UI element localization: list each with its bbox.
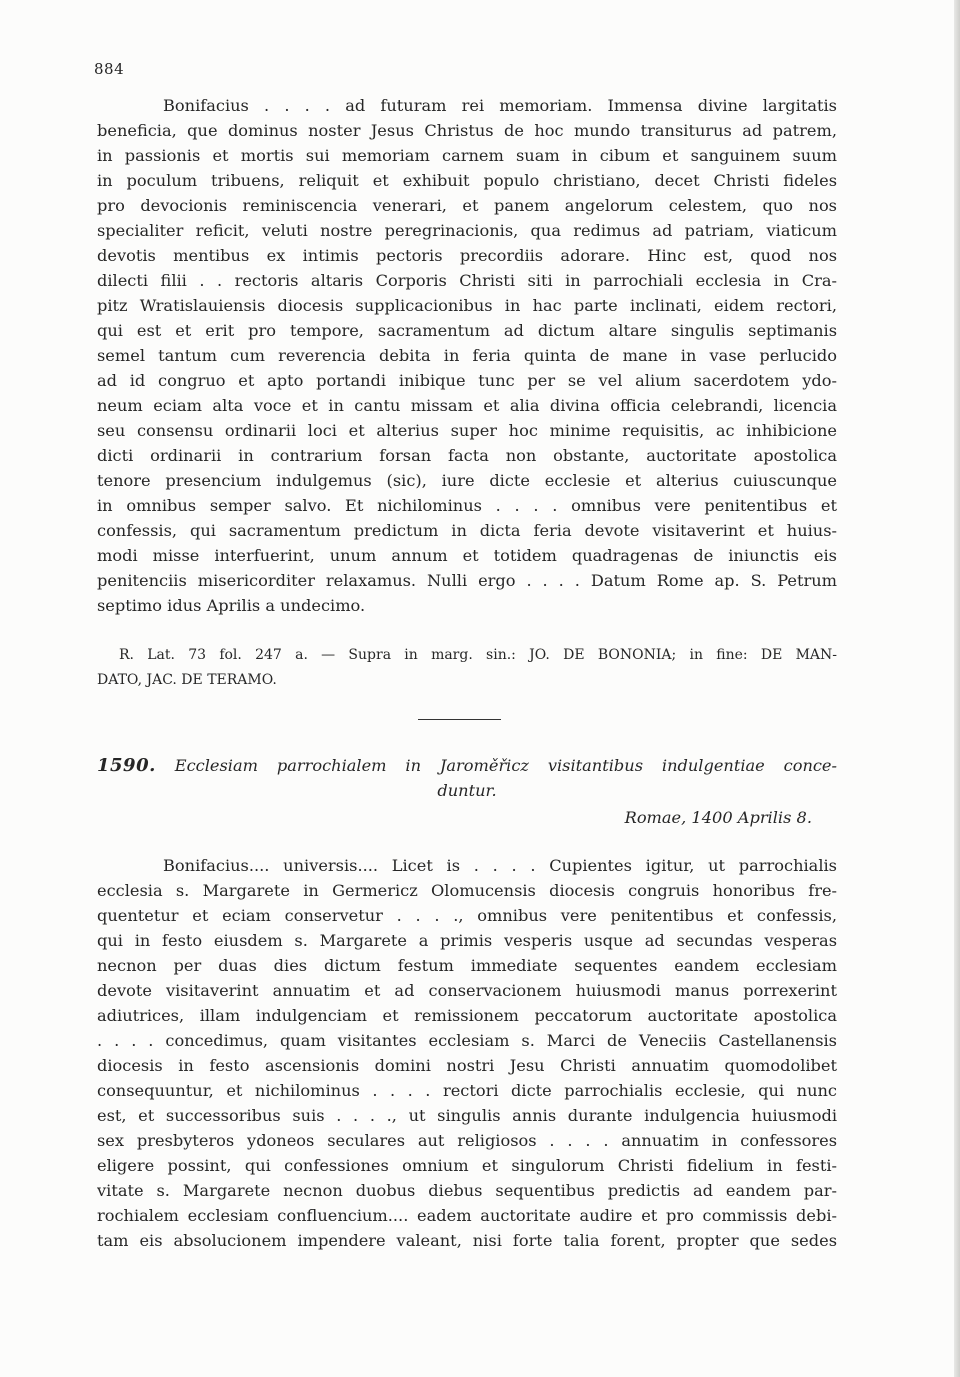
text-line: . . . . concedimus, quam visitantes ecclesiam s. Marci de Veneciis Castellanensis bbox=[97, 1031, 837, 1050]
text-line: rochialem ecclesiam confluencium.... eadem auctoritate audire et pro commissis debi- bbox=[97, 1206, 837, 1225]
heading-title-part-2: duntur. bbox=[437, 781, 497, 800]
text-line: in passionis et mortis sui memoriam carnem suam in cibum et sanguinem suum bbox=[97, 146, 837, 165]
text-line: modi misse interfuerint, unum annum et totidem quadragenas de iniunctis eis bbox=[97, 546, 837, 565]
text-line: ecclesia s. Margarete in Germericz Olomucensis diocesis congruis honoribus fre- bbox=[97, 881, 837, 900]
page-number: 884 bbox=[94, 60, 125, 78]
text-line: est, et successoribus suis . . . ., ut singulis annis durante indulgencia huiusmodi bbox=[97, 1106, 837, 1125]
text-line: tam eis absolucionem impendere valeant, nisi forte talia forent, propter que sedes bbox=[97, 1231, 837, 1250]
text-line: neum eciam alta voce et in cantu missam et alia divina officia celebrandi, licencia bbox=[97, 396, 837, 415]
text-line: dicti ordinarii in contrarium forsan facta non obstante, auctoritate apostolica bbox=[97, 446, 837, 465]
text-line: seu consensu ordinarii loci et alterius super hoc minime requisitis, ac inhibicione bbox=[97, 421, 837, 440]
heading-line bbox=[97, 753, 837, 778]
entry-1589-archival-note bbox=[97, 643, 837, 693]
text-line: septimo idus Aprilis a undecimo. bbox=[97, 596, 366, 615]
section-divider bbox=[418, 719, 501, 720]
document-number: 1590. bbox=[97, 755, 156, 776]
entry-1590-dateline: Romae, 1400 Aprilis 8. bbox=[624, 808, 812, 827]
text-line: Bonifacius.... universis.... Licet is . . . . Cupientes igitur, ut parrochialis bbox=[163, 856, 837, 875]
text-line: pitz Wratislauiensis diocesis supplicacionibus in hac parte inclinati, eidem rectori, bbox=[97, 296, 837, 315]
entry-1589-body bbox=[97, 93, 837, 618]
text-line: in omnibus semper salvo. Et nichilominus . . . . omnibus vere penitentibus et bbox=[97, 496, 837, 515]
text-line: penitenciis misericorditer relaxamus. Nulli ergo . . . . Datum Rome ap. S. Petrum bbox=[97, 571, 837, 590]
text-line: specialiter reficit, veluti nostre peregrinacionis, qua redimus ad patriam, viaticum bbox=[97, 221, 837, 240]
note-line: R. Lat. 73 fol. 247 a. — Supra in marg. sin.: JO. DE BONONIA; in fine: DE MAN- bbox=[119, 647, 837, 663]
text-line: Bonifacius . . . . ad futuram rei memoriam. Immensa divine largitatis bbox=[163, 96, 837, 115]
text-line: beneficia, que dominus noster Jesus Christus de hoc mundo transiturus ad patrem, bbox=[97, 121, 837, 140]
text-line: diocesis in festo ascensionis domini nostri Jesu Christi annuatim quomodolibet bbox=[97, 1056, 837, 1075]
text-line: consequuntur, et nichilominus . . . . rectori dicte parrochialis ecclesie, qui nunc bbox=[97, 1081, 837, 1100]
text-line: dilecti filii . . rectoris altaris Corporis Christi siti in parrochiali ecclesia in Cra- bbox=[97, 271, 837, 290]
heading-title-part-1: Ecclesiam parrochialem in Jaroměřicz visitantibus indulgentiae conce- bbox=[174, 756, 837, 775]
text-line: confessis, qui sacramentum predictum in dicta feria devote visitaverint et huius- bbox=[97, 521, 837, 540]
entry-1590-heading bbox=[97, 753, 837, 803]
text-line: necnon per duas dies dictum festum immediate sequentes eandem ecclesiam bbox=[97, 956, 837, 975]
text-line: devotis mentibus ex intimis pectoris precordiis adorare. Hinc est, quod nos bbox=[97, 246, 837, 265]
text-line: sex presbyteros ydoneos seculares aut religiosos . . . . annuatim in confessores bbox=[97, 1131, 837, 1150]
entry-1590-body bbox=[97, 853, 837, 1253]
text-line: quentetur et eciam conservetur . . . ., omnibus vere penitentibus et confessis, bbox=[97, 906, 837, 925]
note-line: DATO, JAC. DE TERAMO. bbox=[97, 672, 277, 688]
text-line: in poculum tribuens, reliquit et exhibuit populo christiano, decet Christi fideles bbox=[97, 171, 837, 190]
text-line: vitate s. Margarete necnon duobus diebus sequentibus predictis ad eandem par- bbox=[97, 1181, 837, 1200]
text-line: qui est et erit pro tempore, sacramentum ad dictum altare singulis septimanis bbox=[97, 321, 837, 340]
text-line: tenore presencium indulgemus (sic), iure dicte ecclesie et alterius cuiuscunque bbox=[97, 471, 837, 490]
text-line: semel tantum cum reverencia debita in feria quinta de mane in vase perlucido bbox=[97, 346, 837, 365]
text-line: devote visitaverint annuatim et ad conservacionem huiusmodi manus porrexerint bbox=[97, 981, 837, 1000]
text-line: adiutrices, illam indulgenciam et remissionem peccatorum auctoritate apostolica bbox=[97, 1006, 837, 1025]
text-line: eligere possint, qui confessiones omnium et singulorum Christi fidelium in festi- bbox=[97, 1156, 837, 1175]
page-edge-shadow bbox=[954, 0, 960, 1377]
text-line: pro devocionis reminiscencia venerari, et panem angelorum celestem, quo nos bbox=[97, 196, 837, 215]
text-line: qui in festo eiusdem s. Margarete a primis vesperis usque ad secundas vesperas bbox=[97, 931, 837, 950]
text-line: ad id congruo et apto portandi inibique tunc per se vel alium sacerdotem ydo- bbox=[97, 371, 837, 390]
